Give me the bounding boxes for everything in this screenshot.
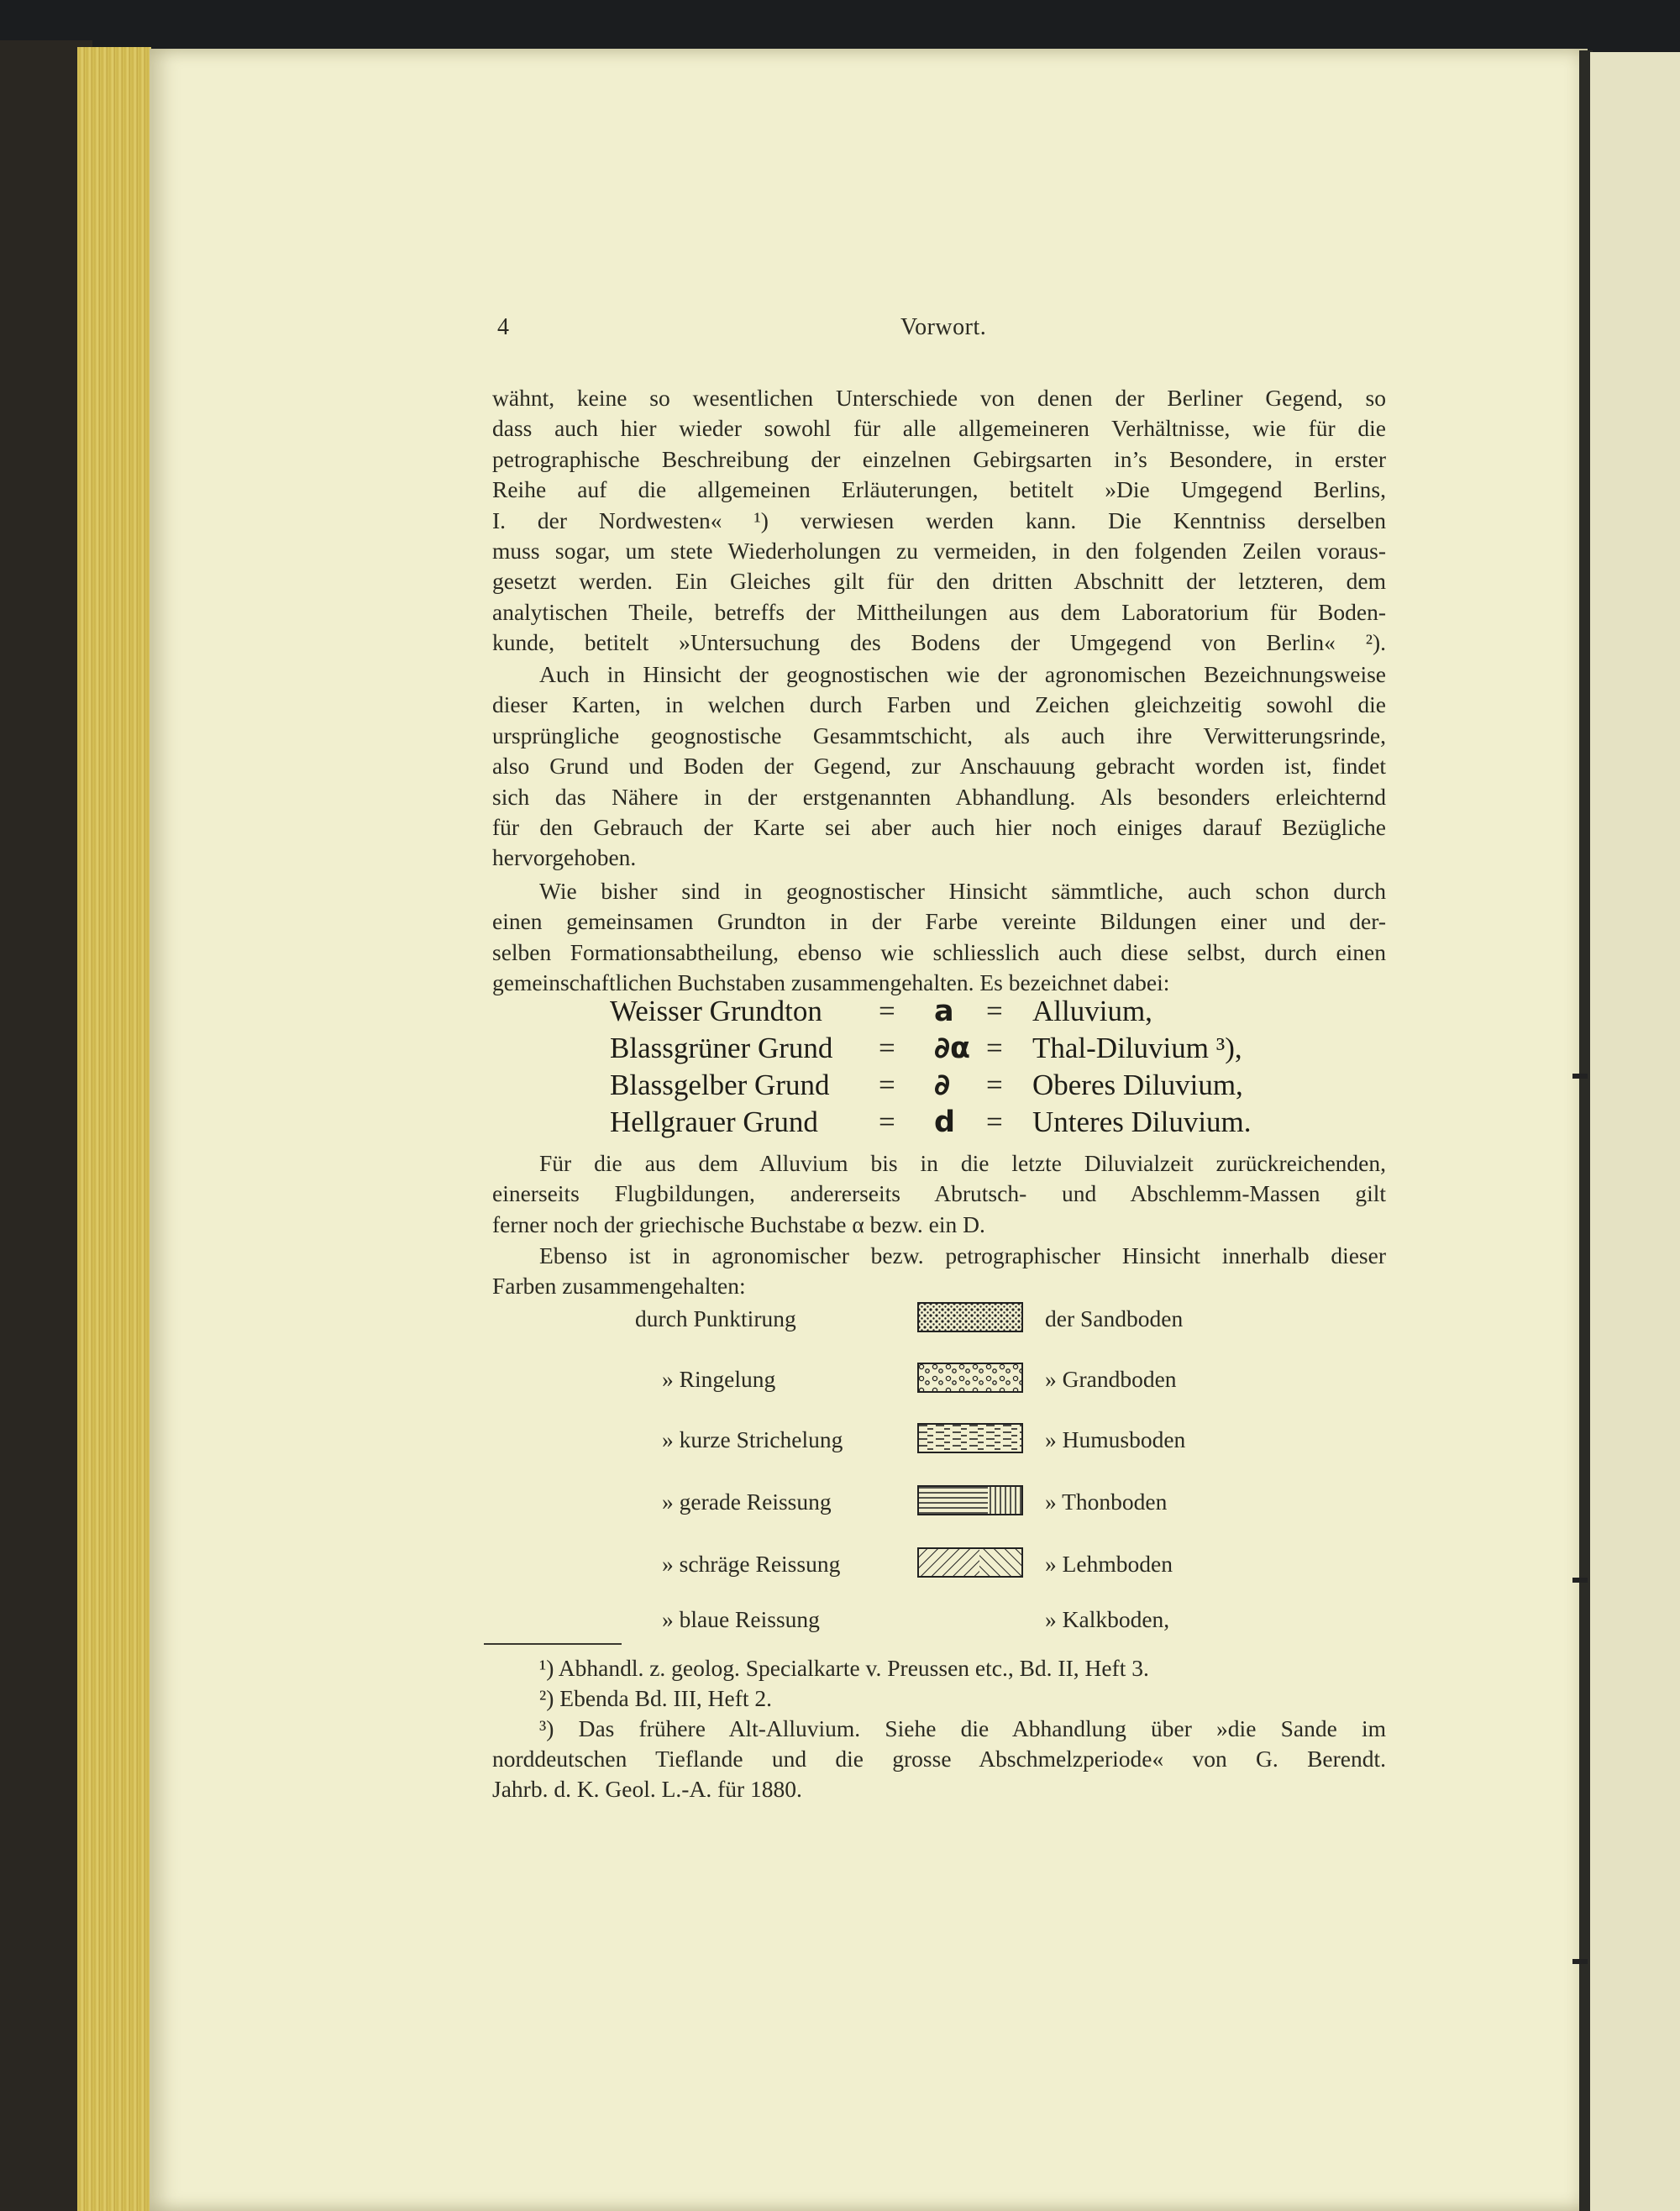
text-line: für den Gebrauch der Karte sei aber auch hier noch einiges darauf Bezügliche: [492, 813, 1386, 840]
legend-pattern-label: » kurze Strichelung: [662, 1426, 843, 1452]
legend-pattern-label: durch Punktirung: [635, 1305, 796, 1331]
running-title: Vorwort.: [900, 314, 987, 340]
footnotes: [492, 1653, 1386, 1804]
ground-colour: Hellgrauer Grund: [610, 1106, 818, 1138]
equals-sign: =: [986, 1106, 1003, 1138]
text-line: petrographische Beschreibung der einzelnen Gebirgsarten in’s Besondere, in erster: [492, 445, 1386, 472]
footnote-line: ²) Ebenda Bd. III, Heft 2.: [539, 1685, 773, 1711]
paragraph-1: [492, 383, 1386, 659]
formation-name: Thal-Diluvium ³),: [1032, 1032, 1242, 1064]
ground-colour: Weisser Grundton: [610, 995, 822, 1027]
margin-mark: [1572, 1578, 1588, 1583]
dotted-pattern-swatch: [917, 1302, 1023, 1332]
legend-pattern-label: » gerade Reissung: [662, 1489, 832, 1515]
equals-sign: =: [879, 1069, 895, 1101]
text-line: dass auch hier wieder sowohl für alle allgemeineren Verhältnisse, wie für die: [492, 415, 1386, 442]
legend-row: [588, 1426, 1344, 1460]
text-line: Ebenso ist in agronomischer bezw. petrographischer Hinsicht innerhalb dieser: [539, 1242, 1386, 1268]
legend-soil-label: » Thonboden: [1045, 1489, 1168, 1515]
text-line: einerseits Flugbildungen, andererseits Abrutsch- und Abschlemm-Massen gilt: [492, 1180, 1386, 1207]
oblique-hatch-swatch: [917, 1547, 1023, 1578]
text-line: Für die aus dem Alluvium bis in die letzte Diluvialzeit zurückreichenden,: [539, 1150, 1386, 1176]
footnote-line: Jahrb. d. K. Geol. L.-A. für 1880.: [492, 1776, 802, 1802]
legend-soil-label: » Lehmboden: [1045, 1551, 1173, 1577]
footnote-line: norddeutschen Tieflande und die grosse Abschmelzperiode« von G. Berendt.: [492, 1746, 1386, 1772]
ground-colour: Blassgrüner Grund: [610, 1032, 833, 1064]
straight-hatch-swatch: [917, 1485, 1023, 1515]
formation-name: Unteres Diluvium.: [1032, 1106, 1252, 1138]
ground-colour: Blassgelber Grund: [610, 1069, 830, 1101]
legend-row: [588, 1606, 1344, 1640]
legend-row: [588, 1489, 1344, 1522]
text-line: Farben zusammengehalten:: [492, 1273, 746, 1300]
equals-sign: =: [879, 995, 895, 1027]
equals-sign: =: [879, 1106, 895, 1138]
equals-sign: =: [986, 1032, 1003, 1064]
dashed-pattern-swatch: [917, 1423, 1023, 1453]
text-line: ursprüngliche geognostische Gesammtschicht, als auch ihre Verwitterungsrinde,: [492, 722, 1386, 748]
legend-soil-label: » Humusboden: [1045, 1426, 1186, 1452]
text-line: kunde, betitelt »Untersuchung des Bodens der Umgegend von Berlin« ²).: [492, 629, 1386, 656]
text-line: Reihe auf die allgemeinen Erläuterungen, betitelt »Die Umgegend Berlins,: [492, 476, 1386, 503]
ringed-pattern-swatch: [917, 1363, 1023, 1393]
margin-mark: [1572, 1074, 1588, 1079]
equals-sign: =: [986, 1069, 1003, 1101]
paragraph-5: [492, 1241, 1386, 1302]
formation-name: Alluvium,: [1032, 995, 1152, 1027]
text-line: gesetzt werden. Ein Gleiches gilt für den dritten Abschnitt der letzteren, dem: [492, 568, 1386, 595]
formation-name: Oberes Diluvium,: [1032, 1069, 1243, 1101]
legend-soil-label: der Sandboden: [1045, 1305, 1184, 1331]
text-line: ferner noch der griechische Buchstabe α bezw. ein D.: [492, 1211, 985, 1237]
legend-pattern-label: » blaue Reissung: [662, 1606, 820, 1632]
text-line: sich das Nähere in der erstgenannten Abhandlung. Als besonders erleichternd: [492, 783, 1386, 810]
text-line: also Grund und Boden der Gegend, zur Anschauung gebracht worden ist, findet: [492, 753, 1386, 780]
formation-symbol: ∂: [934, 1069, 951, 1102]
paragraph-3: [492, 876, 1386, 999]
text-line: Auch in Hinsicht der geognostischen wie der agronomischen Bezeichnungsweise: [539, 661, 1386, 687]
footnote-line: ³) Das frühere Alt-Alluvium. Siehe die Abhandlung über »die Sande im: [539, 1715, 1386, 1741]
page-number: 4: [497, 314, 509, 340]
text-line: I. der Nordwesten« ¹) verwiesen werden kann. Die Kenntniss derselben: [492, 507, 1386, 533]
footnote-rule: [484, 1643, 622, 1645]
text-line: analytischen Theile, betreffs der Mittheilungen aus dem Laboratorium für Boden-: [492, 598, 1386, 625]
paragraph-4: [492, 1148, 1386, 1240]
legend-row: [588, 1551, 1344, 1584]
text-line: dieser Karten, in welchen durch Farben und Zeichen gleichzeitig sowohl die: [492, 691, 1386, 718]
paragraph-2: [492, 659, 1386, 874]
legend-soil-label: » Kalkboden,: [1045, 1606, 1170, 1632]
text-line: muss sogar, um stete Wiederholungen zu vermeiden, in den folgenden Zeilen voraus-: [492, 537, 1386, 564]
text-line: einen gemeinsamen Grundton in der Farbe vereinte Bildungen einer und der-: [492, 908, 1386, 935]
text-line: Wie bisher sind in geognostischer Hinsicht sämmtliche, auch schon durch: [539, 878, 1386, 904]
formation-symbol: d: [934, 1106, 956, 1139]
facing-page-edge: [1590, 52, 1680, 2211]
legend-row: [588, 1305, 1344, 1339]
text-line: selben Formationsabtheilung, ebenso wie schliesslich auch diese selbst, durch einen: [492, 938, 1386, 965]
legend-pattern-label: » schräge Reissung: [662, 1551, 841, 1577]
formation-symbol: ∂α: [934, 1032, 971, 1065]
legend-pattern-label: » Ringelung: [662, 1366, 776, 1392]
legend-soil-label: » Grandboden: [1045, 1366, 1177, 1392]
page-paper: [150, 49, 1588, 2211]
equals-sign: =: [879, 1032, 895, 1064]
text-line: gemeinschaftlichen Buchstaben zusammengehalten. Es bezeichnet dabei:: [492, 969, 1170, 996]
formation-symbol: a: [934, 995, 954, 1028]
equals-sign: =: [986, 995, 1003, 1027]
text-line: hervorgehoben.: [492, 844, 637, 871]
gilded-page-edges: [77, 47, 151, 2211]
margin-mark: [1572, 1959, 1588, 1964]
legend-row: [588, 1366, 1344, 1400]
footnote-line: ¹) Abhandl. z. geolog. Specialkarte v. Preussen etc., Bd. II, Heft 3.: [539, 1655, 1149, 1681]
text-line: wähnt, keine so wesentlichen Unterschiede von denen der Berliner Gegend, so: [492, 385, 1386, 411]
running-header: [492, 314, 1386, 348]
